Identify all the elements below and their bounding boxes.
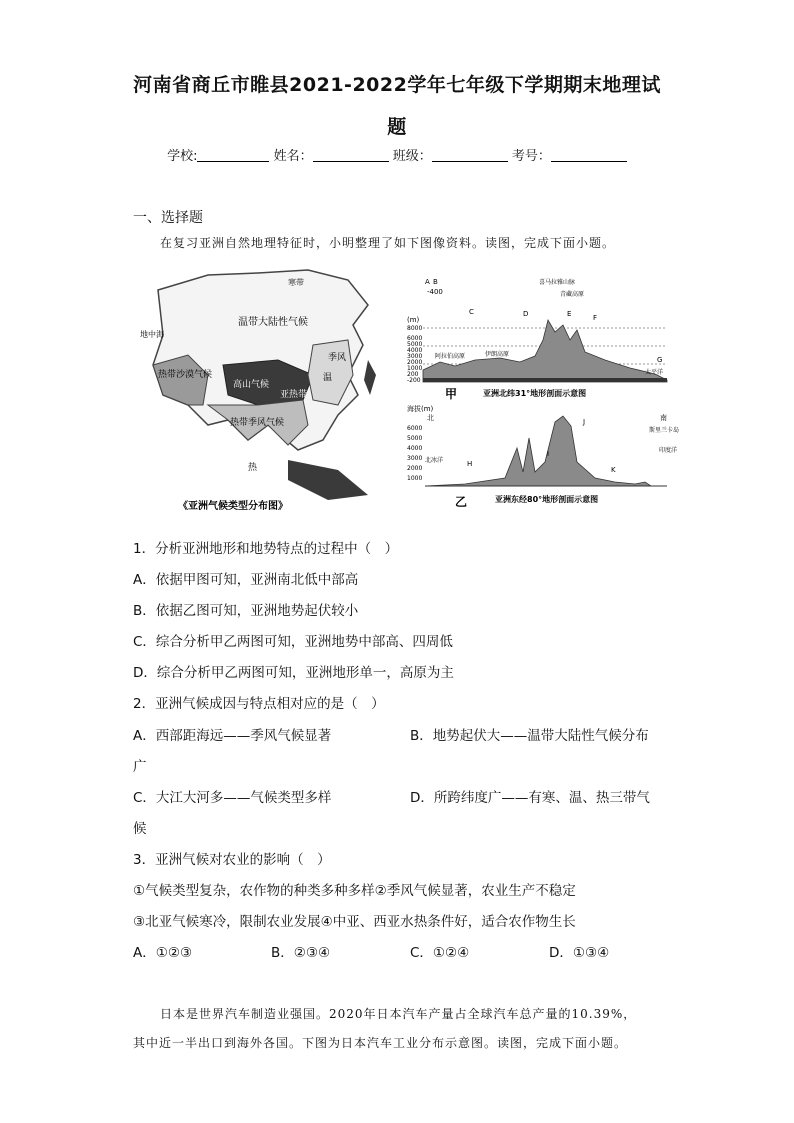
exam-title-line1: 河南省商丘市睢县2021-2022学年七年级下学期期末地理试 (133, 74, 661, 96)
q2-stem: 2．亚洲气候成因与特点相对应的是（ ） (133, 696, 385, 712)
section-heading: 一、选择题 (133, 210, 203, 226)
profile1-label-f: F (593, 314, 598, 322)
profile1-feature-himalaya: 喜马拉雅山脉 (539, 279, 576, 286)
q3-option-d[interactable]: D．①③④ (549, 945, 610, 961)
profile1-ytick-1000: 1000 (407, 365, 423, 372)
map-label-mediterranean: 地中海 (140, 330, 164, 339)
profile1-unit: (m) (407, 316, 420, 324)
q3-option-a[interactable]: A．①②③ (133, 945, 193, 961)
q2-option-b-wrap: 广 (133, 759, 147, 775)
profile1-feature-pacific: 太平洋 (645, 369, 664, 376)
profile1-feature-iran: 伊朗高原 (485, 351, 510, 358)
q3-option-b[interactable]: B．②③④ (271, 945, 331, 961)
map-label-tropical-monsoon: 热带季风气候 (230, 418, 285, 428)
profile1-ytick-200: 200 (407, 371, 419, 378)
profile2-mark: 乙 (455, 495, 468, 509)
profile2-north: 北 (427, 414, 434, 422)
profile2-ytick-1000: 1000 (407, 475, 423, 482)
map-label-temperate: 温 (323, 373, 333, 383)
profile2-letter-h: H (467, 460, 473, 468)
profile1-ytick-4000: 4000 (407, 347, 423, 354)
profile2-letter-i: I (547, 450, 550, 458)
map-label-cold: 寒带 (288, 278, 304, 287)
school-blank[interactable] (197, 148, 269, 162)
profile2-ytick-2000: 2000 (407, 465, 423, 472)
profile1-label-a: A (425, 278, 430, 286)
profile1-ytick-8000: 8000 (407, 325, 423, 332)
profile2-ytick-6000: 6000 (407, 425, 423, 432)
profile1-label-b: B (433, 278, 438, 286)
student-info-row (0, 145, 794, 164)
profile2-south: 南 (660, 414, 667, 422)
q2-option-d-wrap: 候 (133, 821, 147, 837)
q3-stem: 3．亚洲气候对农业的影响（ ） (133, 852, 331, 868)
profile-80e (405, 402, 680, 512)
profile1-mark: 甲 (445, 387, 458, 401)
name-label: 姓名： (273, 149, 313, 164)
number-label: 考号： (511, 149, 551, 164)
q2-option-a[interactable]: A．西部距海远——季风气候显著 (133, 728, 332, 744)
profile1-ytick-2000: 2000 (407, 359, 423, 366)
profile1-feature-arabian: 阿拉伯高原 (435, 353, 466, 360)
profile-31n (405, 270, 670, 400)
q2-option-c[interactable]: C．大江大河多——气候类型多样 (133, 790, 332, 806)
q1-option-c[interactable]: C．综合分析甲乙两图可知，亚洲地势中部高、四周低 (133, 634, 453, 650)
profile2-ytick-5000: 5000 (407, 435, 423, 442)
q2-option-b[interactable]: B．地势起伏大——温带大陆性气候分布 (410, 728, 649, 744)
profile1-label-d: D (523, 310, 529, 318)
profile2-indian-ocean: 印度洋 (659, 447, 678, 454)
profile1-ytick-minus200: -200 (407, 377, 421, 384)
q1-stem: 1．分析亚洲地形和地势特点的过程中（ ） (133, 541, 399, 557)
map-label-plateau: 高山气候 (233, 380, 270, 390)
number-blank[interactable] (551, 148, 627, 162)
map-label-monsoon: 季风 (328, 353, 347, 363)
q3-statement-line1: ①气候类型复杂，农作物的种类多种多样②季风气候显著，农业生产不稳定 (133, 883, 576, 899)
q1-option-b[interactable]: B．依据乙图可知，亚洲地势起伏较小 (133, 603, 359, 619)
asia-climate-map (138, 265, 388, 515)
map-label-subtropical: 亚热带 (280, 390, 308, 400)
profile2-ytick-4000: 4000 (407, 445, 423, 452)
profile1-label-e: E (567, 310, 572, 318)
school-label: 学校: (167, 149, 198, 164)
profile1-depth: -400 (427, 288, 443, 296)
para2-line1: 日本是世界汽车制造业强国。2020年日本汽车产量占全球汽车总产量的10.39%， (160, 1007, 637, 1021)
profile1-feature-tibet: 青藏高原 (560, 291, 585, 298)
class-label: 班级： (392, 149, 432, 164)
class-blank[interactable] (432, 148, 508, 162)
intro-text: 在复习亚洲自然地理特征时，小明整理了如下图像资料。读图，完成下面小题。 (160, 236, 616, 250)
profile2-caption: 亚洲东经80°地形剖面示意图 (495, 495, 599, 504)
profile1-ytick-5000: 5000 (407, 341, 423, 348)
profile1-label-g: G (657, 356, 663, 364)
q1-option-d[interactable]: D．综合分析甲乙两图可知，亚洲地形单一，高原为主 (133, 665, 454, 681)
profile1-ytick-6000: 6000 (407, 335, 423, 342)
para2-line2: 其中近一半出口到海外各国。下图为日本汽车工业分布示意图。读图，完成下面小题。 (133, 1036, 628, 1050)
name-blank[interactable] (313, 148, 389, 162)
q2-option-d[interactable]: D．所跨纬度广——有寒、温、热三带气 (410, 790, 650, 806)
q1-option-a[interactable]: A．依据甲图可知，亚洲南北低中部高 (133, 572, 359, 588)
map-caption: 《亚洲气候类型分布图》 (178, 501, 288, 512)
profile2-left-sea: 北冰洋 (425, 457, 444, 464)
profile2-unit: 海拔(m) (407, 405, 434, 413)
profile2-letter-j: J (583, 418, 586, 426)
q3-statement-line2: ③北亚气候寒冷，限制农业发展④中亚、西亚水热条件好，适合农作物生长 (133, 914, 576, 930)
profile2-ytick-3000: 3000 (407, 455, 423, 462)
exam-title-line2: 题 (387, 116, 407, 138)
map-label-tropical-desert: 热带沙漠气候 (158, 370, 213, 380)
q3-option-c[interactable]: C．①②④ (410, 945, 470, 961)
map-label-temperate-continental: 温带大陆性气候 (238, 317, 308, 328)
profile2-sri-lanka: 斯里兰卡岛 (649, 427, 680, 434)
profile1-label-c: C (469, 308, 474, 316)
profile1-ytick-3000: 3000 (407, 353, 423, 360)
profile2-letter-k: K (611, 466, 616, 474)
map-label-tropical: 热 (248, 463, 258, 473)
profile1-caption: 亚洲北纬31°地形剖面示意图 (483, 389, 587, 398)
